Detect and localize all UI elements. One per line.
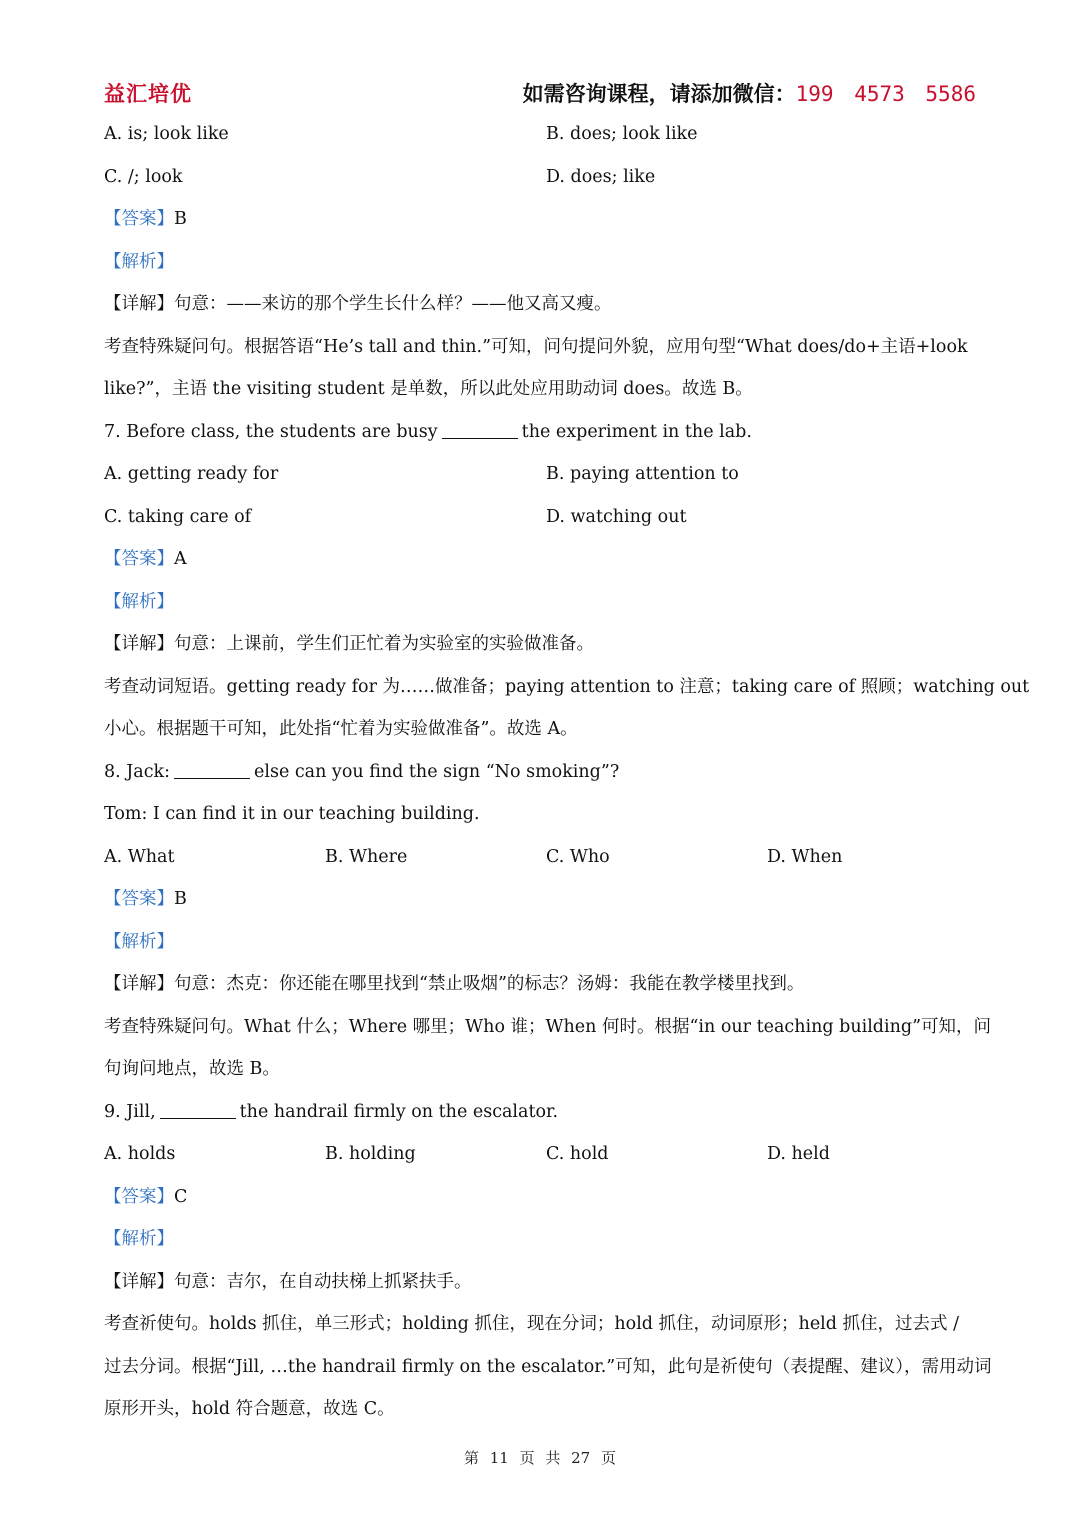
q9-answer-value: C: [174, 1186, 188, 1207]
answer-label: 【答案】: [104, 1186, 174, 1207]
q9-answer: [104, 1176, 980, 1219]
q8-detail: [104, 963, 980, 1006]
q8-detail-text: 句意：杰克：你还能在哪里找到“禁止吸烟”的标志？汤姆：我能在教学楼里找到。: [174, 974, 805, 994]
q9-explain-line-3: 原形开头，hold 符合题意，故选 C。: [104, 1399, 395, 1419]
q8-answer: [104, 878, 980, 921]
contact-info: [523, 78, 976, 108]
q9-stem-after: the handrail firmly on the escalator.: [239, 1101, 559, 1122]
q7-detail: [104, 623, 980, 666]
q7-detail-text: 句意：上课前，学生们正忙着为实验室的实验做准备。: [174, 634, 594, 654]
q8-answer-value: B: [174, 889, 187, 909]
q9-blank: [160, 1104, 236, 1119]
q9-stem-before: 9. Jill,: [104, 1101, 156, 1122]
analysis-label: 【解析】: [104, 251, 174, 272]
q6-option-b: B. does; look like: [546, 124, 698, 144]
q6-option-a: A. is; look like: [104, 124, 229, 144]
detail-label: 【详解】: [104, 294, 174, 314]
q7-answer-value: A: [174, 549, 187, 569]
q9-explain-line-2: 过去分词。根据“Jill, …the handrail firmly on the escalator.”可知，此句是祈使句（表提醒、建议），需用动词: [104, 1356, 992, 1377]
q9-explain-line-1: 考查祈使句。holds 抓住，单三形式；holding 抓住，现在分词；hold 抓住，动词原形；held 抓住，过去式 /: [104, 1314, 960, 1334]
q6-answer-value: B: [174, 209, 187, 229]
page-header: [104, 78, 976, 112]
q6-option-d: D. does; like: [546, 166, 656, 187]
q9-option-d: D. held: [767, 1144, 830, 1164]
contact-label: 如需咨询课程，请添加微信：: [522, 81, 796, 106]
q7-blank: [442, 424, 518, 439]
q6-answer: [104, 198, 980, 241]
detail-label: 【详解】: [104, 1271, 174, 1292]
analysis-label: 【解析】: [104, 591, 174, 612]
q6-explain-line-2: like?”，主语 the visiting student 是单数，所以此处应用助动词 does。故选 B。: [104, 379, 753, 399]
contact-phone: 199 4573 5586: [795, 82, 976, 106]
analysis-label: 【解析】: [104, 931, 174, 952]
q7-explain-line-2: 小心。根据题干可知，此处指“忙着为实验做准备”。故选 A。: [104, 719, 578, 739]
q7-options-row-2: [104, 496, 980, 539]
q9-analysis: [104, 1218, 980, 1261]
brand-name: 益汇培优: [104, 81, 192, 106]
q9-stem: [104, 1091, 980, 1134]
q7-options-row-1: [104, 453, 980, 496]
q9-options-row: [104, 1133, 980, 1176]
q8-option-d: D. When: [767, 846, 843, 867]
q7-option-a: A. getting ready for: [104, 464, 279, 484]
q7-answer: [104, 538, 980, 581]
detail-label: 【详解】: [104, 634, 174, 654]
q8-analysis: [104, 921, 980, 964]
q8-stem-after: else can you find the sign “No smoking”?: [254, 761, 620, 782]
q8-explain-line-2: 句询问地点，故选 B。: [104, 1059, 280, 1079]
q7-option-d: D. watching out: [546, 506, 687, 527]
page-number: 第 11 页 共 27 页: [463, 1449, 616, 1467]
q6-analysis: [104, 241, 980, 284]
q6-options-row-1: [104, 113, 980, 156]
q9-detail-text: 句意：吉尔，在自动扶梯上抓紧扶手。: [174, 1271, 472, 1292]
q8-option-a: A. What: [104, 846, 175, 867]
q8-explain-line-1: 考查特殊疑问句。What 什么；Where 哪里；Who 谁；When 何时。根据“in our teaching building”可知，问: [104, 1016, 992, 1037]
answer-label: 【答案】: [104, 549, 174, 569]
q8-options-row: [104, 836, 980, 879]
q7-option-c: C. taking care of: [104, 506, 252, 527]
page-content: [104, 113, 1030, 1431]
q7-stem-before: 7. Before class, the students are busy: [104, 421, 438, 442]
q7-stem-after: the experiment in the lab.: [521, 421, 752, 442]
q8-stem-line-2: Tom: I can find it in our teaching building.: [104, 804, 480, 824]
q8-option-c: C. Who: [546, 846, 610, 867]
q8-blank: [174, 764, 250, 779]
q6-explain-line-1: 考查特殊疑问句。根据答语“He’s tall and thin.”可知，问句提问外貌，应用句型“What does/do+主语+look: [104, 336, 968, 357]
q7-option-b: B. paying attention to: [546, 464, 739, 484]
q6-detail-text: 句意：——来访的那个学生长什么样？——他又高又瘦。: [174, 294, 612, 314]
q6-options-row-2: [104, 156, 980, 199]
q6-detail: [104, 283, 980, 326]
q6-option-c: C. /; look: [104, 166, 183, 187]
q7-explain-line-1: 考查动词短语。getting ready for 为……做准备；paying attention to 注意；taking care of 照顾；watching out: [104, 676, 1030, 697]
q8-stem-before: 8. Jack:: [104, 761, 171, 782]
q9-detail: [104, 1261, 980, 1304]
q9-option-a: A. holds: [104, 1144, 176, 1164]
q9-option-c: C. hold: [546, 1144, 609, 1164]
q8-option-b: B. Where: [325, 846, 408, 867]
analysis-label: 【解析】: [104, 1229, 174, 1249]
detail-label: 【详解】: [104, 974, 174, 994]
q7-stem: [104, 411, 980, 454]
answer-label: 【答案】: [104, 889, 174, 909]
answer-label: 【答案】: [104, 209, 174, 229]
q9-option-b: B. holding: [325, 1144, 416, 1164]
q8-stem: [104, 751, 980, 794]
q7-analysis: [104, 581, 980, 624]
